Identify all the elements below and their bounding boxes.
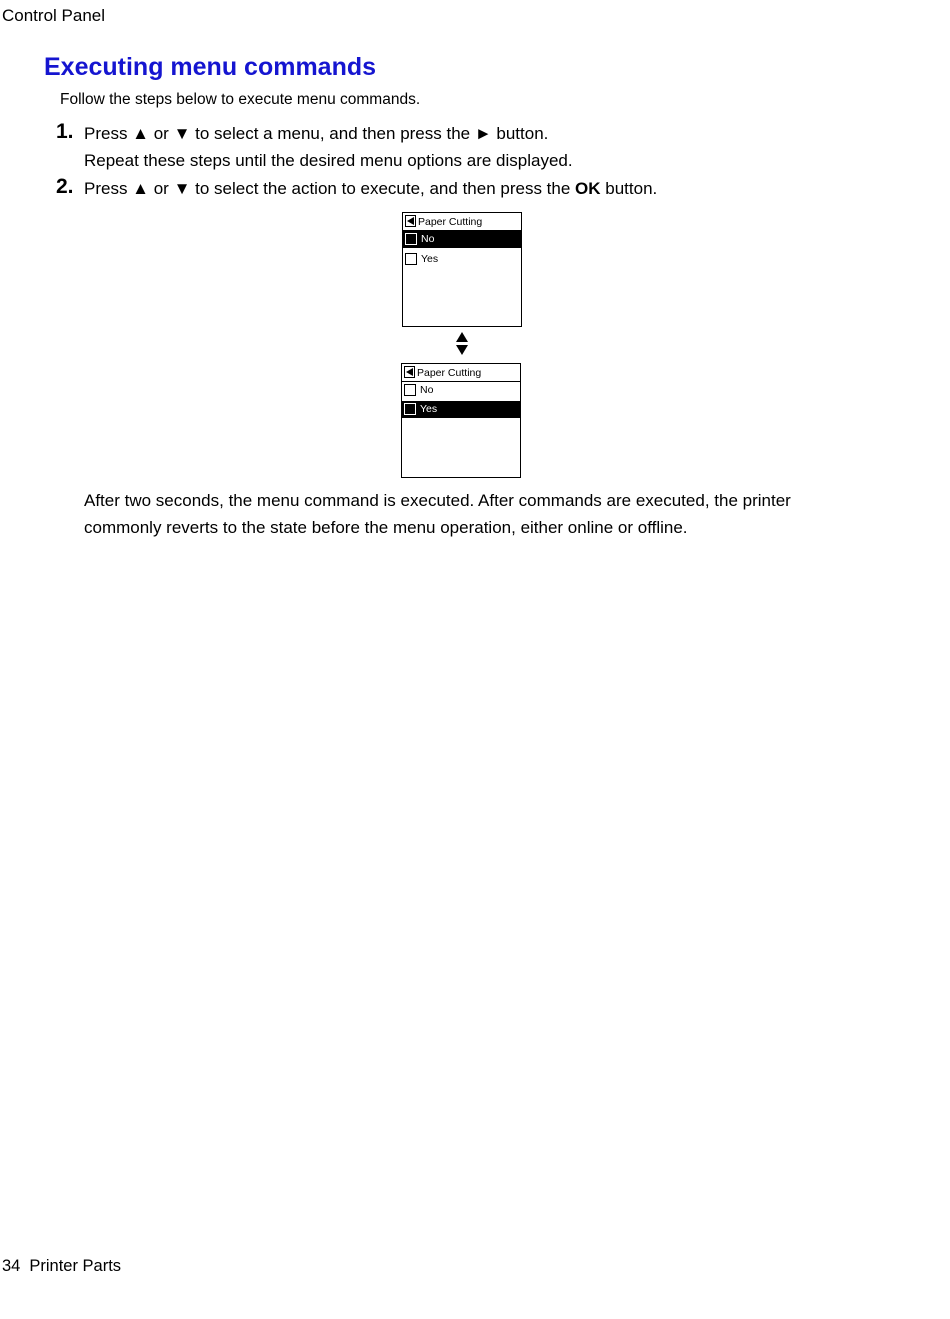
intro-text: Follow the steps below to execute menu commands. bbox=[60, 91, 421, 108]
step-text bbox=[84, 175, 657, 202]
section-title: Executing menu commands bbox=[44, 53, 377, 81]
lcd-option-no bbox=[403, 231, 521, 248]
lcd-panel-no-selected bbox=[402, 212, 522, 327]
running-header: Control Panel bbox=[2, 6, 106, 25]
checkbox-icon bbox=[404, 384, 416, 396]
lcd-panel-yes-selected bbox=[401, 363, 521, 478]
page-number: 34 bbox=[2, 1257, 21, 1275]
lcd-option-label: No bbox=[421, 233, 435, 245]
down-arrow-icon bbox=[456, 345, 468, 355]
lcd-option-label: No bbox=[420, 384, 434, 396]
step-number: 1. bbox=[56, 120, 74, 143]
lcd-title: Paper Cutting bbox=[417, 367, 482, 379]
lcd-title: Paper Cutting bbox=[418, 216, 483, 228]
up-down-arrows-icon bbox=[455, 331, 469, 357]
step-text-part: button. bbox=[600, 179, 658, 198]
step-number: 2. bbox=[56, 175, 74, 198]
step-line: Repeat these steps until the desired menu options are displayed. bbox=[84, 151, 573, 170]
page-footer bbox=[2, 1257, 121, 1276]
footer-section: Printer Parts bbox=[29, 1257, 122, 1275]
back-arrow-icon bbox=[404, 366, 415, 378]
after-line: After two seconds, the menu command is executed. After commands are executed, the printer bbox=[84, 491, 791, 510]
checkbox-icon bbox=[405, 253, 417, 265]
checkbox-icon bbox=[405, 233, 417, 245]
lcd-title-bar bbox=[403, 213, 521, 231]
lcd-option-no bbox=[402, 382, 520, 399]
step-text bbox=[84, 120, 573, 174]
back-arrow-icon bbox=[405, 215, 416, 227]
lcd-option-yes bbox=[403, 251, 521, 268]
after-text bbox=[84, 487, 791, 541]
after-line: commonly reverts to the state before the menu operation, either online or offline. bbox=[84, 518, 688, 537]
step-line: Press ▲ or ▼ to select a menu, and then press the ► button. bbox=[84, 124, 549, 143]
lcd-title-bar bbox=[402, 364, 520, 382]
lcd-option-label: Yes bbox=[421, 253, 439, 265]
up-arrow-icon bbox=[456, 332, 468, 342]
checkbox-icon bbox=[404, 403, 416, 415]
ok-button-label: OK bbox=[575, 179, 601, 198]
lcd-option-yes bbox=[402, 401, 520, 418]
lcd-option-label: Yes bbox=[420, 403, 438, 415]
step-text-part: Press ▲ or ▼ to select the action to execute, and then press the bbox=[84, 179, 576, 198]
